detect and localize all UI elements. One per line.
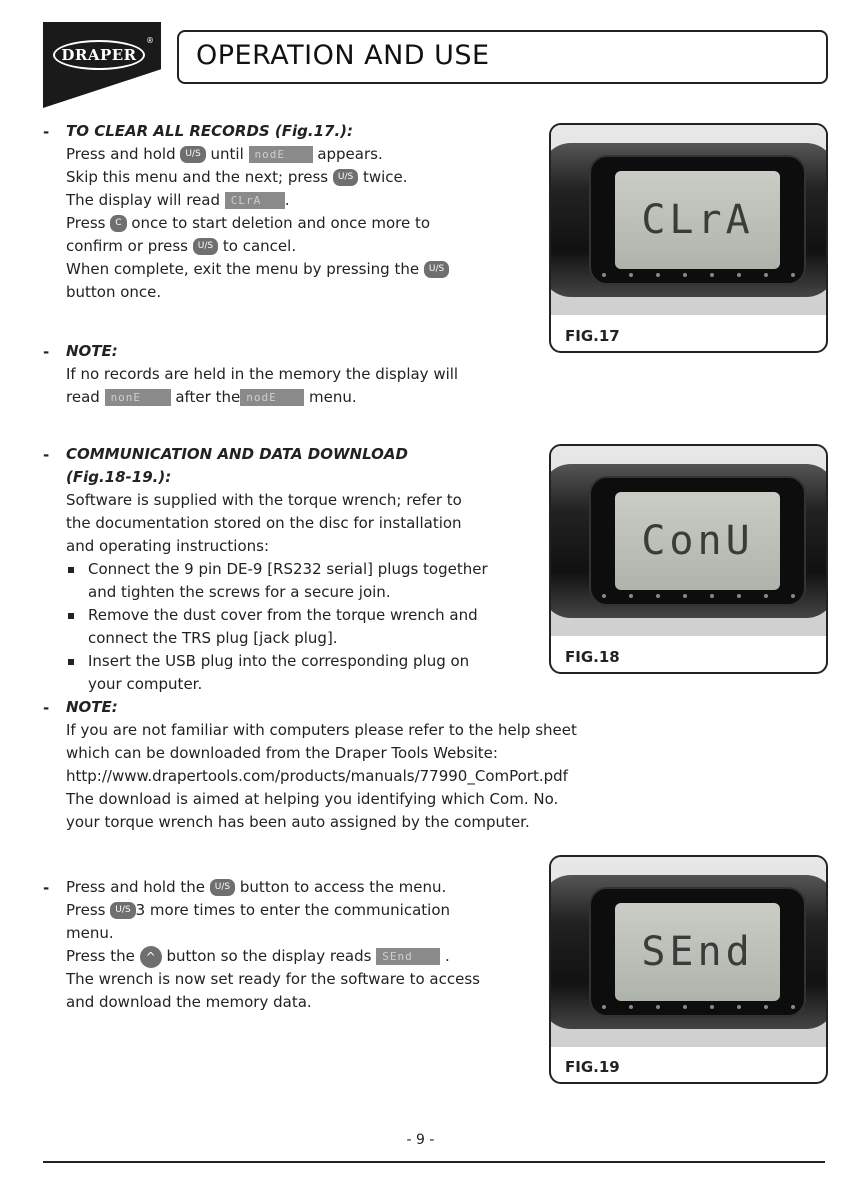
bullet-dash: - [43,343,50,361]
lcd-screen: CLrA [615,171,780,269]
text-line: read nonE after the nodE menu. [66,388,357,406]
section-heading: TO CLEAR ALL RECORDS (Fig.17.): [66,122,354,140]
lcd-screen: ConU [615,492,780,590]
us-button-icon: U/S [110,902,135,919]
text-line: Press C once to start deletion and once more to [66,214,431,232]
bullet-dash: - [43,699,50,717]
wrench-display-photo [551,446,826,636]
text-line: If you are not familiar with computers please refer to the help sheet [66,721,577,739]
note-heading: NOTE: [66,698,118,716]
text-line: The display will read CLrA . [66,191,290,209]
section-send [66,876,480,1014]
lcd-none-icon: nonE [105,389,171,406]
list-item: Remove the dust cover from the torque wrench and connect the TRS plug [jack plug]. [88,604,488,650]
text-line: The wrench is now set ready for the software to access [66,970,480,988]
text-line: confirm or press U/S to cancel. [66,237,297,255]
text-line: The download is aimed at helping you identifying which Com. No. [66,790,559,808]
bullet-dash: - [43,446,50,464]
bullet-dash: - [43,879,50,897]
url-text: http://www.drapertools.com/products/manuals/77990_ComPort.pdf [66,767,568,785]
lcd-clra-icon: CLrA [225,192,285,209]
c-button-icon: C [110,215,126,232]
text-line: and operating instructions: [66,537,270,555]
note-heading: NOTE: [66,342,118,360]
us-button-icon: U/S [193,238,218,255]
text-line: When complete, exit the menu by pressing the U/S [66,258,449,281]
note-no-records [66,340,458,409]
note-computers [66,696,577,834]
lcd-mode-icon: nodE [240,389,304,406]
lcd-frame [589,155,806,285]
us-button-icon: U/S [210,879,235,896]
lcd-screen: SEnd [615,903,780,1001]
lcd-frame [589,476,806,606]
figure-17 [549,123,828,353]
text-line: Skip this menu and the next; press U/S twice. [66,168,408,186]
text-line: your torque wrench has been auto assigned by the computer. [66,813,530,831]
text-line: Press the ^ button so the display reads SEnd . [66,945,480,968]
text-line: Press and hold U/S until nodE appears. [66,145,383,163]
registered-mark: ® [146,36,154,45]
text-line: menu. [66,924,114,942]
wrench-display-photo [551,125,826,315]
instruction-list [66,558,488,696]
section-heading-figs: (Fig.18-19.): [66,468,172,486]
figure-19 [549,855,828,1084]
page-number: - 9 - [406,1132,435,1148]
list-item: Insert the USB plug into the corresponding plug on your computer. [88,650,488,696]
us-button-icon: U/S [333,169,358,186]
figure-label: FIG.18 [565,648,620,666]
wrench-display-photo [551,857,826,1047]
figure-label: FIG.19 [565,1058,620,1076]
us-button-icon: U/S [424,261,449,278]
bullet-dash: - [43,123,50,141]
section-communication [66,443,488,696]
page-title: OPERATION AND USE [196,40,490,71]
list-item: Connect the 9 pin DE-9 [RS232 serial] plugs together and tighten the screws for a secure join. [88,558,488,604]
text-line: Software is supplied with the torque wrench; refer to [66,491,462,509]
draper-logo: DRAPER [53,40,145,70]
text-line: and download the memory data. [66,993,312,1011]
text-line: which can be downloaded from the Draper Tools Website: [66,744,498,762]
lcd-send-icon: SEnd [376,948,440,965]
footer-divider [43,1161,825,1163]
figure-label: FIG.17 [565,327,620,345]
text-line: button once. [66,283,162,301]
text-line: Press and hold the U/S button to access the menu. [66,878,447,896]
figure-18 [549,444,828,674]
lcd-mode-icon: nodE [249,146,313,163]
text-line: the documentation stored on the disc for installation [66,514,462,532]
us-button-icon: U/S [180,146,205,163]
up-arrow-button-icon: ^ [140,946,162,968]
section-heading: COMMUNICATION AND DATA DOWNLOAD [66,445,408,463]
text-line: Press U/S 3 more times to enter the communication [66,901,451,919]
section-clear-records [66,120,449,304]
text-line: If no records are held in the memory the display will [66,365,459,383]
lcd-frame [589,887,806,1017]
